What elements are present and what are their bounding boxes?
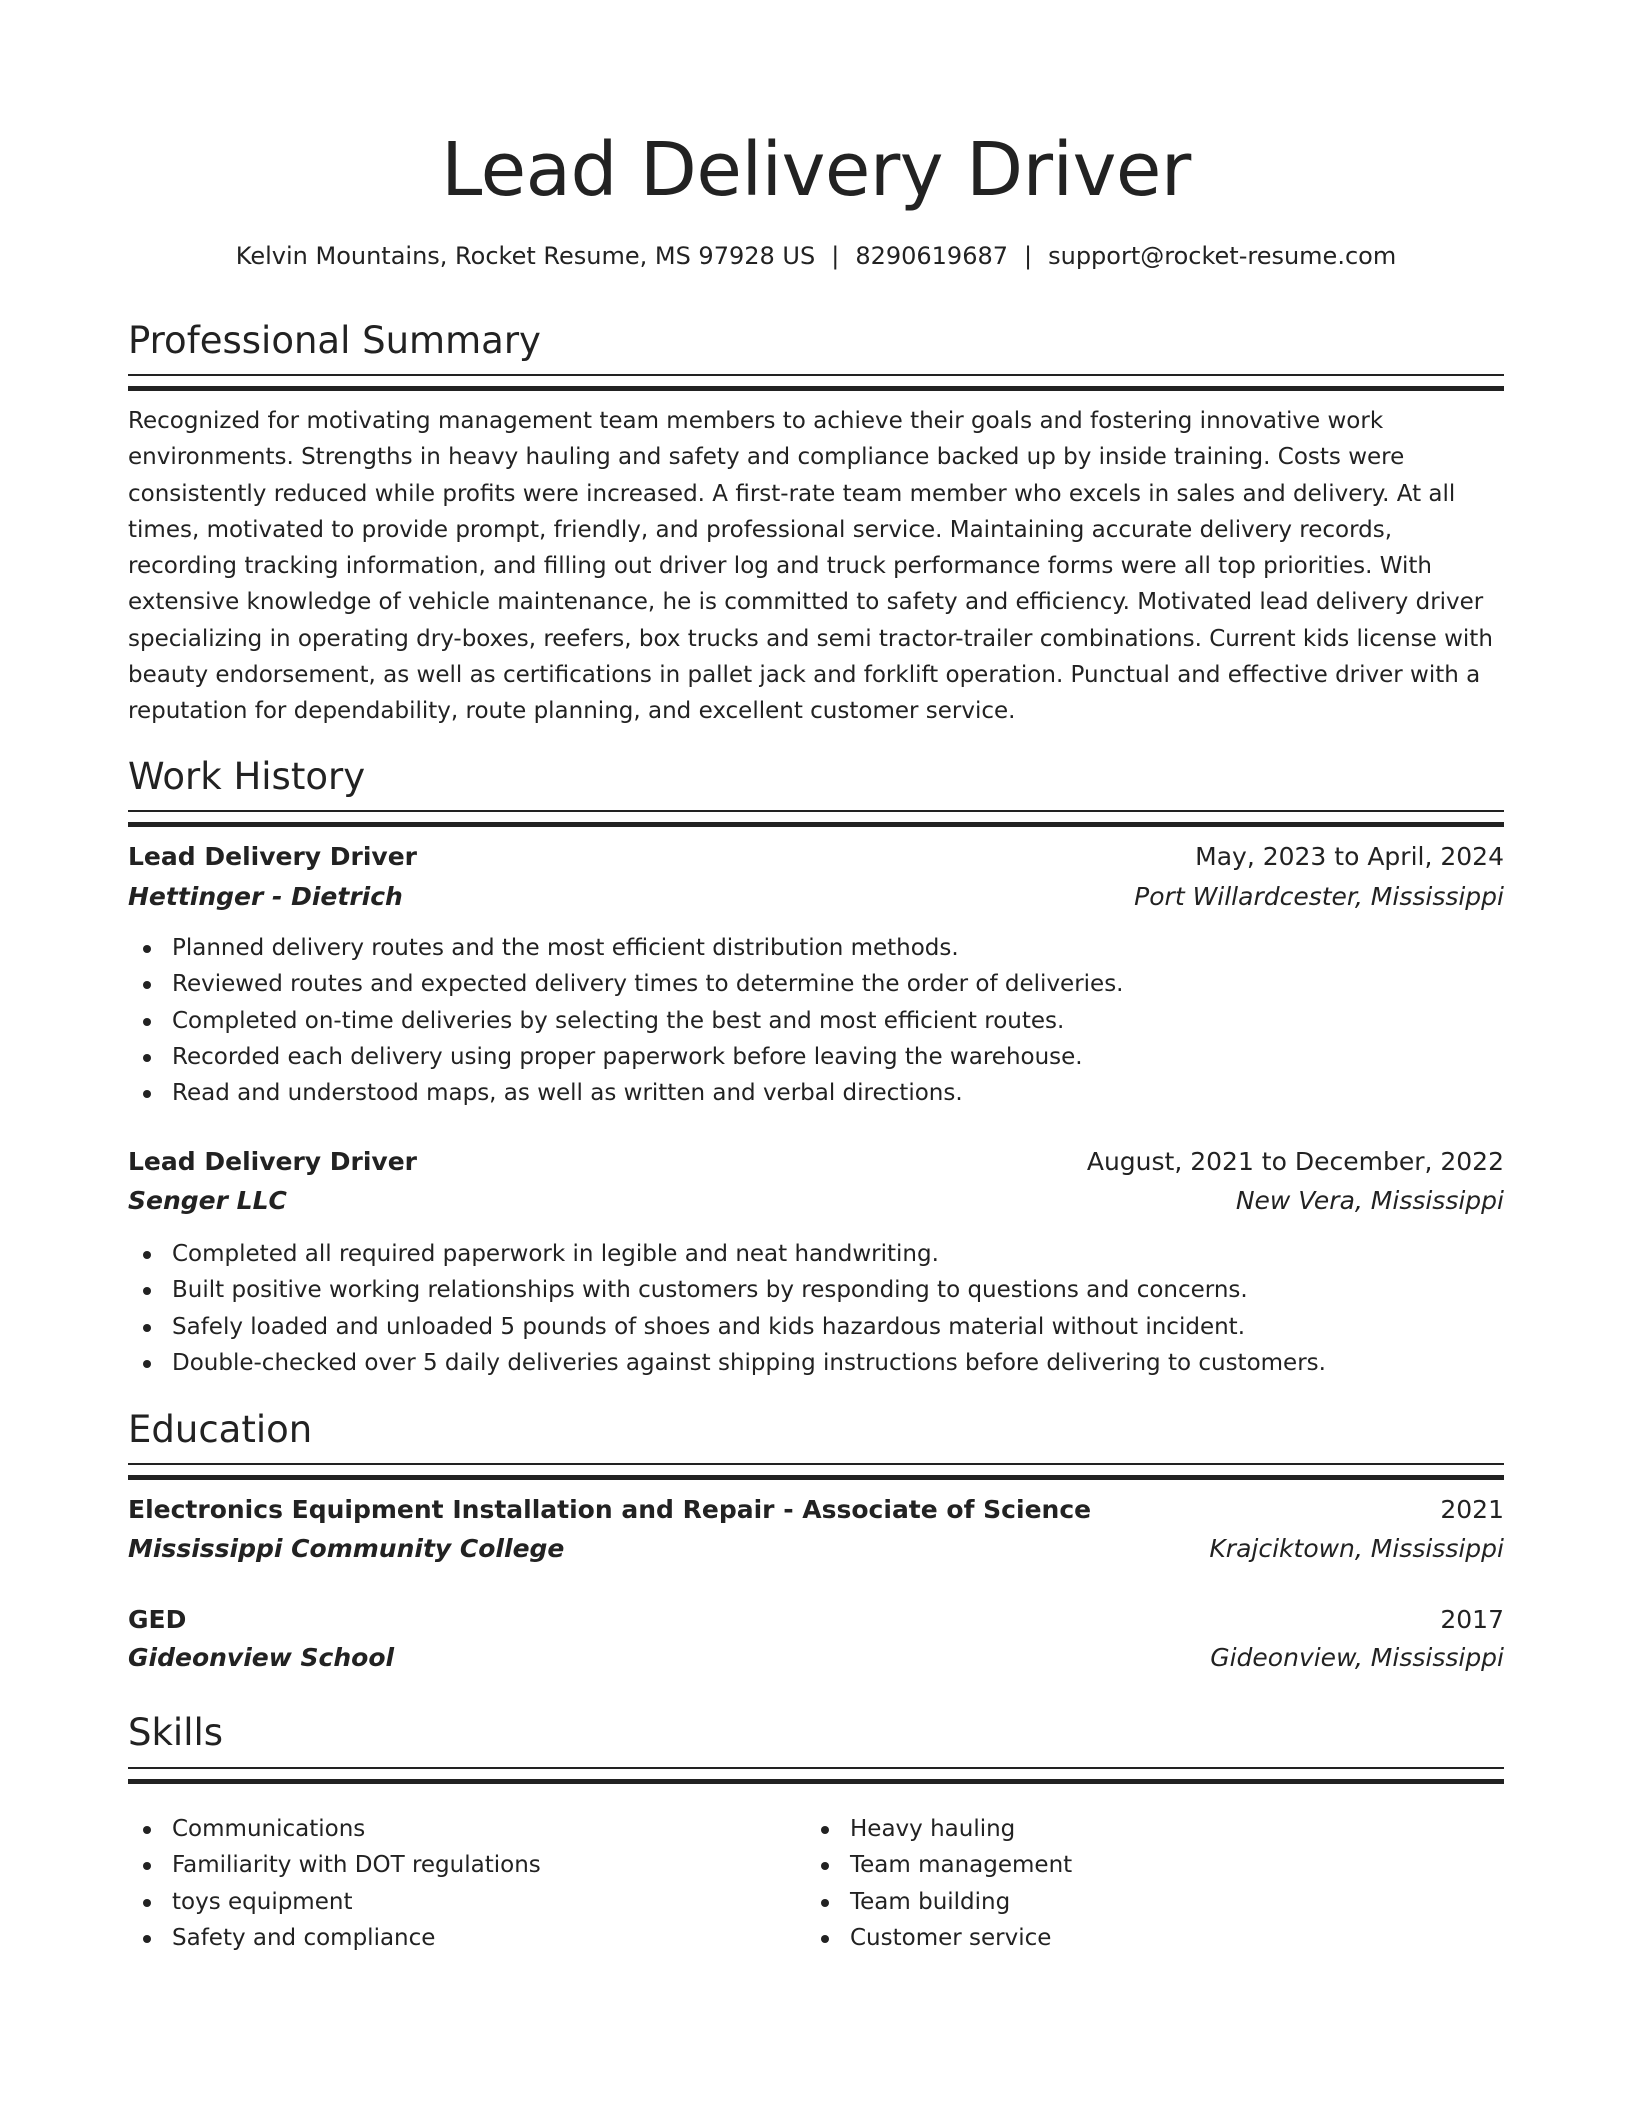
education-location: Gideonview, Mississippi: [1210, 1643, 1504, 1672]
job-location: New Vera, Mississippi: [1235, 1186, 1504, 1215]
skill-item: Team management: [806, 1847, 1072, 1883]
list-item: Planned delivery routes and the most efficient distribution methods.: [128, 930, 1124, 966]
contact-line: [128, 238, 1504, 274]
education-degree: GED: [128, 1605, 187, 1634]
education-year: 2021: [1440, 1495, 1504, 1524]
job-dates: May, 2023 to April, 2024: [1195, 842, 1504, 871]
skill-item: Communications: [128, 1811, 541, 1847]
section-divider: [128, 810, 1504, 827]
section-heading-work: Work History: [128, 755, 366, 798]
section-heading-education: Education: [128, 1408, 313, 1451]
education-location: Krajciktown, Mississippi: [1209, 1534, 1504, 1563]
section-heading-skills: Skills: [128, 1711, 224, 1754]
contact-email: support@rocket-resume.com: [1048, 242, 1397, 270]
job-duties-list: [128, 930, 1124, 1111]
contact-separator: |: [831, 242, 840, 270]
job-dates: August, 2021 to December, 2022: [1086, 1147, 1504, 1176]
list-item: Completed on-time deliveries by selecting the best and most efficient routes.: [128, 1003, 1124, 1039]
education-header: [128, 1491, 1504, 1529]
contact-phone: 8290619687: [855, 242, 1009, 270]
section-divider: [128, 374, 1504, 391]
education-school: Gideonview School: [128, 1643, 395, 1672]
education-school: Mississippi Community College: [128, 1534, 565, 1563]
job-subheader: [128, 878, 1504, 916]
list-item: Reviewed routes and expected delivery times to determine the order of deliveries.: [128, 966, 1124, 1002]
education-year: 2017: [1440, 1605, 1504, 1634]
section-heading-summary: Professional Summary: [128, 319, 541, 362]
education-subheader: [128, 1639, 1504, 1677]
contact-address: Kelvin Mountains, Rocket Resume, MS 97928 US: [235, 242, 816, 270]
skill-item: Safety and compliance: [128, 1920, 541, 1956]
list-item: Double-checked over 5 daily deliveries against shipping instructions before delivering to customers.: [128, 1345, 1326, 1381]
list-item: Read and understood maps, as well as written and verbal directions.: [128, 1075, 1124, 1111]
education-degree: Electronics Equipment Installation and Repair - Associate of Science: [128, 1495, 1092, 1524]
list-item: Completed all required paperwork in legible and neat handwriting.: [128, 1236, 1326, 1272]
job-location: Port Willardcester, Mississippi: [1134, 882, 1504, 911]
section-divider: [128, 1463, 1504, 1480]
skill-item: Familiarity with DOT regulations: [128, 1847, 541, 1883]
skills-list-left: [128, 1811, 541, 1956]
job-duties-list: [128, 1236, 1326, 1381]
skill-item: Customer service: [806, 1920, 1072, 1956]
summary-text: Recognized for motivating management team members to achieve their goals and fostering innovative work environments. Strengths in heavy hauling and safety and compliance backed up by inside training. Costs were consistently reduced while profits were increased. A first-rate team member who excels in sales and delivery. At all times, motivated to provide prompt, friendly, and professional service. Maintaining accurate delivery records, recording tracking information, and filling out driver log and truck performance forms were all top priorities. With extensive knowledge of vehicle maintenance, he is committed to safety and efficiency. Motivated lead delivery driver specializing in operating dry-boxes, reefers, box trucks and semi tractor-trailer combinations. Current kids license with beauty endorsement, as well as certifications in pallet jack and forklift operation. Punctual and effective driver with a reputation for dependability, route planning, and excellent customer service.: [128, 408, 1493, 725]
section-divider: [128, 1767, 1504, 1784]
education-header: [128, 1601, 1504, 1639]
contact-separator: |: [1024, 242, 1033, 270]
list-item: Safely loaded and unloaded 5 pounds of shoes and kids hazardous material without incident.: [128, 1309, 1326, 1345]
resume-title: Lead Delivery Driver: [441, 127, 1191, 213]
job-header: [128, 838, 1504, 876]
job-subheader: [128, 1182, 1504, 1220]
job-header: [128, 1143, 1504, 1181]
skills-list-right: [806, 1811, 1072, 1956]
education-subheader: [128, 1530, 1504, 1568]
job-title: Lead Delivery Driver: [128, 1147, 418, 1176]
skill-item: Team building: [806, 1884, 1072, 1920]
list-item: Recorded each delivery using proper paperwork before leaving the warehouse.: [128, 1039, 1124, 1075]
skill-item: toys equipment: [128, 1884, 541, 1920]
job-title: Lead Delivery Driver: [128, 842, 418, 871]
job-company: Senger LLC: [128, 1186, 287, 1215]
job-company: Hettinger - Dietrich: [128, 882, 403, 911]
list-item: Built positive working relationships with customers by responding to questions and concerns.: [128, 1272, 1326, 1308]
skill-item: Heavy hauling: [806, 1811, 1072, 1847]
